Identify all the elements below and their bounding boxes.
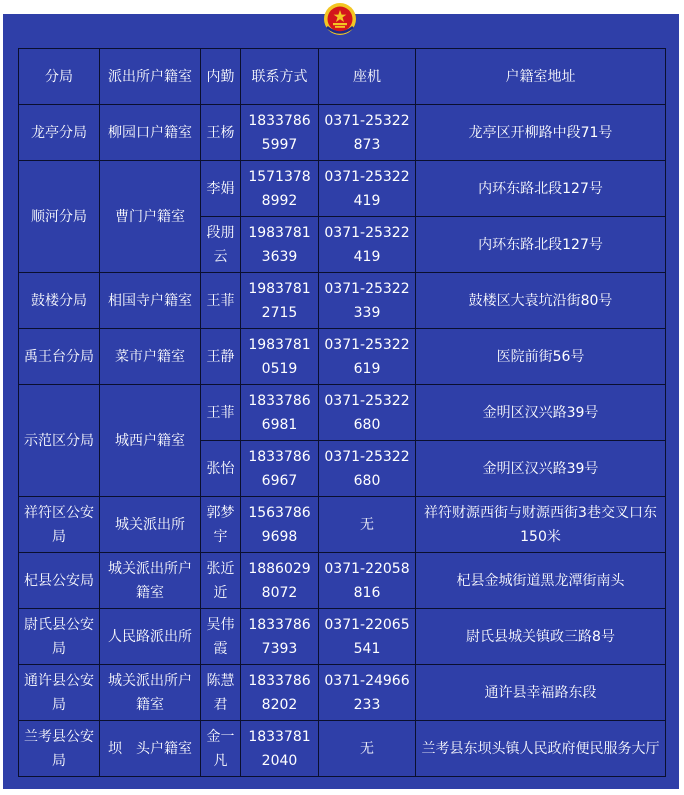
branch-cell: 兰考县公安局	[19, 721, 100, 777]
header-landline: 座机	[319, 49, 416, 105]
officer-cell: 张怡	[201, 441, 241, 497]
station-cell: 城关派出所户籍室	[100, 553, 201, 609]
branch-cell: 顺河分局	[19, 161, 100, 273]
landline-cell: 无	[319, 721, 416, 777]
branch-cell: 尉氏县公安局	[19, 609, 100, 665]
landline-cell: 0371-25322680	[319, 385, 416, 441]
branch-cell: 祥符区公安局	[19, 497, 100, 553]
station-cell: 曹门户籍室	[100, 161, 201, 273]
station-cell: 相国寺户籍室	[100, 273, 201, 329]
table-row	[19, 385, 666, 441]
address-cell: 龙亭区开柳路中段71号	[416, 105, 666, 161]
branch-cell: 杞县公安局	[19, 553, 100, 609]
household-registration-table	[18, 48, 666, 777]
address-cell: 尉氏县城关镇政三路8号	[416, 609, 666, 665]
officer-cell: 王静	[201, 329, 241, 385]
contact-cell: 15713788992	[241, 161, 319, 217]
contact-cell: 18337866967	[241, 441, 319, 497]
address-cell: 医院前街56号	[416, 329, 666, 385]
contact-cell: 19837812715	[241, 273, 319, 329]
officer-cell: 郭梦宇	[201, 497, 241, 553]
address-cell: 杞县金城街道黑龙潭街南头	[416, 553, 666, 609]
officer-cell: 王菲	[201, 385, 241, 441]
table-row	[19, 161, 666, 217]
landline-cell: 0371-22058816	[319, 553, 416, 609]
officer-cell: 陈慧君	[201, 665, 241, 721]
address-cell: 金明区汉兴路39号	[416, 385, 666, 441]
police-emblem-icon	[323, 2, 357, 36]
station-cell: 城关派出所	[100, 497, 201, 553]
branch-cell: 禹王台分局	[19, 329, 100, 385]
address-cell: 鼓楼区大袁坑沿街80号	[416, 273, 666, 329]
table-row	[19, 329, 666, 385]
address-cell: 兰考县东坝头镇人民政府便民服务大厅	[416, 721, 666, 777]
officer-cell: 李娟	[201, 161, 241, 217]
table-row	[19, 273, 666, 329]
address-cell: 祥符财源西街与财源西街3巷交叉口东150米	[416, 497, 666, 553]
landline-cell: 0371-25322619	[319, 329, 416, 385]
address-cell: 金明区汉兴路39号	[416, 441, 666, 497]
table-row	[19, 553, 666, 609]
officer-cell: 金一凡	[201, 721, 241, 777]
landline-cell: 0371-25322339	[319, 273, 416, 329]
landline-cell: 0371-25322873	[319, 105, 416, 161]
contact-cell: 18337868202	[241, 665, 319, 721]
landline-cell: 无	[319, 497, 416, 553]
header-officer: 内勤	[201, 49, 241, 105]
table-row	[19, 497, 666, 553]
branch-cell: 鼓楼分局	[19, 273, 100, 329]
station-cell: 城西户籍室	[100, 385, 201, 497]
contact-cell: 18337867393	[241, 609, 319, 665]
address-cell: 内环东路北段127号	[416, 217, 666, 273]
header-row	[19, 49, 666, 105]
header-branch: 分局	[19, 49, 100, 105]
branch-cell: 通许县公安局	[19, 665, 100, 721]
officer-cell: 吴伟霞	[201, 609, 241, 665]
station-cell: 菜市户籍室	[100, 329, 201, 385]
contact-cell: 18337866981	[241, 385, 319, 441]
branch-cell: 龙亭分局	[19, 105, 100, 161]
table-row	[19, 665, 666, 721]
landline-cell: 0371-22065541	[319, 609, 416, 665]
branch-cell: 示范区分局	[19, 385, 100, 497]
header-address: 户籍室地址	[416, 49, 666, 105]
landline-cell: 0371-25322419	[319, 161, 416, 217]
station-cell: 坝 头户籍室	[100, 721, 201, 777]
landline-cell: 0371-24966233	[319, 665, 416, 721]
table-row	[19, 105, 666, 161]
station-cell: 人民路派出所	[100, 609, 201, 665]
officer-cell: 张近近	[201, 553, 241, 609]
officer-cell: 段朋云	[201, 217, 241, 273]
address-cell: 通许县幸福路东段	[416, 665, 666, 721]
contact-cell: 15637869698	[241, 497, 319, 553]
contact-cell: 18337812040	[241, 721, 319, 777]
contact-cell: 18860298072	[241, 553, 319, 609]
officer-cell: 王菲	[201, 273, 241, 329]
header-station: 派出所户籍室	[100, 49, 201, 105]
table-row	[19, 721, 666, 777]
officer-cell: 王杨	[201, 105, 241, 161]
contact-cell: 18337865997	[241, 105, 319, 161]
landline-cell: 0371-25322680	[319, 441, 416, 497]
contact-cell: 19837810519	[241, 329, 319, 385]
landline-cell: 0371-25322419	[319, 217, 416, 273]
address-cell: 内环东路北段127号	[416, 161, 666, 217]
station-cell: 城关派出所户籍室	[100, 665, 201, 721]
header-contact: 联系方式	[241, 49, 319, 105]
contact-cell: 19837813639	[241, 217, 319, 273]
station-cell: 柳园口户籍室	[100, 105, 201, 161]
table-row	[19, 609, 666, 665]
